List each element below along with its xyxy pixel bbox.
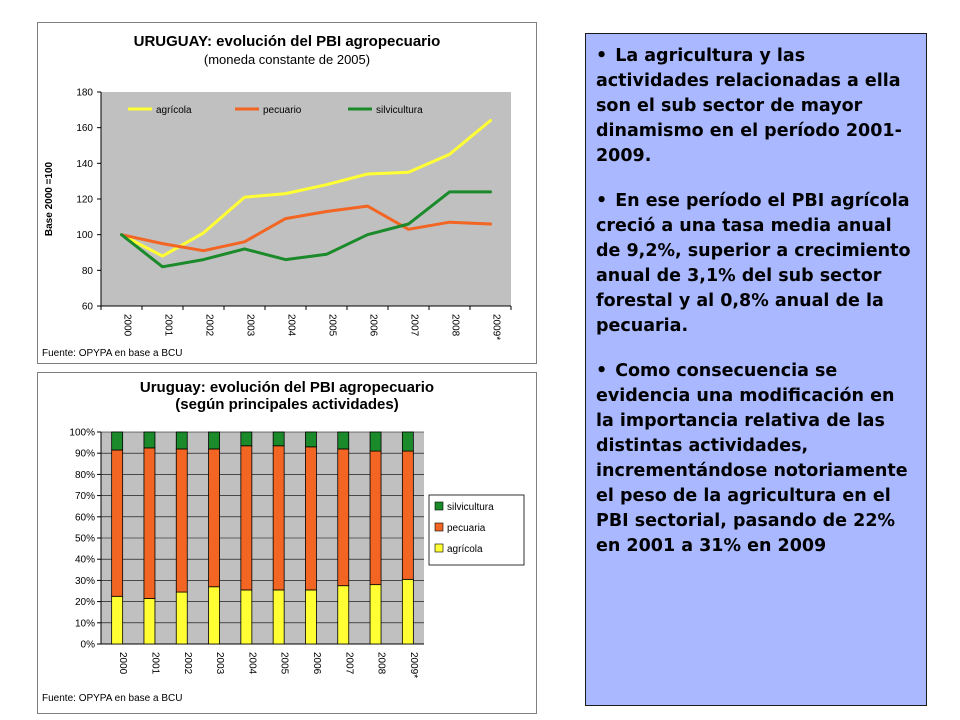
legend-swatch-pecuaria (435, 523, 443, 531)
legend-label-pecuaria: pecuaria (447, 523, 486, 534)
plot-area (101, 92, 511, 306)
y-tick-label: 10% (74, 618, 95, 630)
y-tick-label: 50% (74, 533, 95, 545)
x-tick-label: 2003 (244, 314, 256, 337)
bar-chart-title: Uruguay: evolución del PBI agropecuario (139, 379, 435, 396)
bullet-3 (596, 359, 916, 559)
legend-label-pecuario: pecuario (263, 105, 302, 116)
bar-segment-agricola (402, 579, 413, 644)
line-chart-panel (37, 22, 537, 364)
bar-segment-silvicultura (338, 432, 349, 449)
x-tick-label: 2001 (162, 314, 174, 337)
bar-segment-silvicultura (402, 432, 413, 451)
summary-textbox (585, 33, 927, 706)
bullet-dot: • (596, 191, 608, 211)
x-tick-label: 2006 (310, 652, 322, 675)
bullet-dot: • (596, 46, 608, 66)
bar-segment-agricola (241, 590, 252, 644)
bar-segment-agricola (273, 590, 284, 644)
bar-segment-pecuaria (112, 450, 123, 596)
bar-segment-pecuaria (370, 451, 381, 585)
bar-segment-silvicultura (112, 432, 123, 450)
y-tick-label: 100 (76, 230, 93, 242)
legend-label-agricola: agrícola (447, 544, 483, 555)
bar-segment-agricola (338, 586, 349, 644)
y-tick-label: 120 (76, 194, 93, 206)
x-tick-label: 2002 (181, 652, 193, 675)
y-tick-label: 70% (74, 491, 95, 503)
x-tick-label: 2000 (121, 314, 133, 337)
x-tick-label: 2003 (214, 652, 226, 675)
x-tick-label: 2005 (326, 314, 338, 337)
bar-segment-agricola (209, 587, 220, 644)
y-tick-label: 100% (69, 427, 95, 439)
x-tick-label: 2004 (246, 652, 258, 675)
bar-segment-agricola (176, 592, 187, 644)
y-tick-label: 160 (76, 123, 93, 135)
y-tick-label: 90% (74, 448, 95, 460)
y-tick-label: 40% (74, 554, 95, 566)
bullet-3-text: Como consecuencia se evidencia una modificación en la importancia relativa de las distintas actividades, incrementándose notoriamente el peso de la agricultura en el PBI sectorial, pasando de 22% en 2001 a 31% en 2009 (596, 361, 908, 556)
y-tick-label: 80 (81, 265, 93, 277)
bar-segment-pecuaria (176, 449, 187, 592)
bar-segment-silvicultura (370, 432, 381, 451)
y-tick-label: 60 (81, 301, 93, 313)
bar-segment-pecuaria (273, 446, 284, 590)
bar-chart-source: Fuente: OPYPA en base a BCU (42, 693, 183, 704)
legend-label-agricola: agrícola (156, 105, 192, 116)
bar-segment-agricola (305, 590, 316, 644)
x-tick-label: 2005 (278, 652, 290, 675)
bar-segment-silvicultura (176, 432, 187, 449)
bullet-dot: • (596, 361, 608, 381)
x-tick-label: 2002 (203, 314, 215, 337)
y-tick-label: 0% (80, 639, 95, 651)
x-tick-label: 2004 (285, 314, 297, 337)
x-tick-label: 2009* (407, 652, 419, 679)
legend-swatch-silvicultura (435, 502, 443, 510)
bullet-1 (596, 44, 916, 169)
line-chart-source: Fuente: OPYPA en base a BCU (42, 348, 183, 359)
y-tick-label: 60% (74, 512, 95, 524)
y-tick-label: 180 (76, 87, 93, 99)
bar-segment-silvicultura (144, 432, 155, 448)
x-tick-label: 2008 (375, 652, 387, 675)
x-tick-label: 2000 (117, 652, 129, 675)
legend-label-silvicultura: silvicultura (447, 502, 494, 513)
bullet-2-text: En ese período el PBI agrícola creció a una tasa media anual de 9,2%, superior a crecimiento anual de 3,1% del sub sector forestal y al 0,8% anual de la pecuaria. (596, 191, 911, 336)
line-chart-subtitle: (moneda constante de 2005) (203, 52, 371, 67)
bar-segment-silvicultura (209, 432, 220, 449)
stacked-bar-chart (38, 417, 536, 707)
y-tick-label: 30% (74, 575, 95, 587)
line-chart (38, 67, 536, 367)
x-tick-label: 2007 (343, 652, 355, 675)
bar-segment-pecuaria (209, 449, 220, 587)
bar-segment-silvicultura (241, 432, 252, 446)
x-tick-label: 2001 (149, 652, 161, 675)
bar-segment-pecuaria (241, 446, 252, 590)
legend-swatch-agricola (435, 544, 443, 552)
bar-segment-silvicultura (305, 432, 316, 447)
bar-segment-pecuaria (305, 447, 316, 590)
x-tick-label: 2009* (490, 314, 502, 341)
legend-label-silvicultura: silvicultura (376, 105, 423, 116)
bar-segment-silvicultura (273, 432, 284, 446)
line-chart-title: URUGUAY: evolución del PBI agropecuario (133, 33, 441, 50)
y-axis-label: Base 2000 =100 (44, 161, 55, 237)
bar-chart-subtitle: (según principales actividades) (175, 396, 399, 413)
y-tick-label: 20% (74, 597, 95, 609)
x-tick-label: 2008 (449, 314, 461, 337)
bar-segment-agricola (112, 596, 123, 644)
y-tick-label: 140 (76, 158, 93, 170)
y-tick-label: 80% (74, 469, 95, 481)
bar-segment-agricola (370, 585, 381, 644)
bullet-2 (596, 189, 916, 339)
bar-segment-pecuaria (144, 448, 155, 599)
bar-segment-agricola (144, 598, 155, 644)
bar-chart-panel (37, 372, 537, 714)
bullet-1-text: La agricultura y las actividades relacionadas a ella son el sub sector de mayor dinamismo en el período 2001-2009. (596, 46, 902, 166)
bar-segment-pecuaria (338, 449, 349, 586)
x-tick-label: 2006 (367, 314, 379, 337)
bar-segment-pecuaria (402, 451, 413, 579)
x-tick-label: 2007 (408, 314, 420, 337)
